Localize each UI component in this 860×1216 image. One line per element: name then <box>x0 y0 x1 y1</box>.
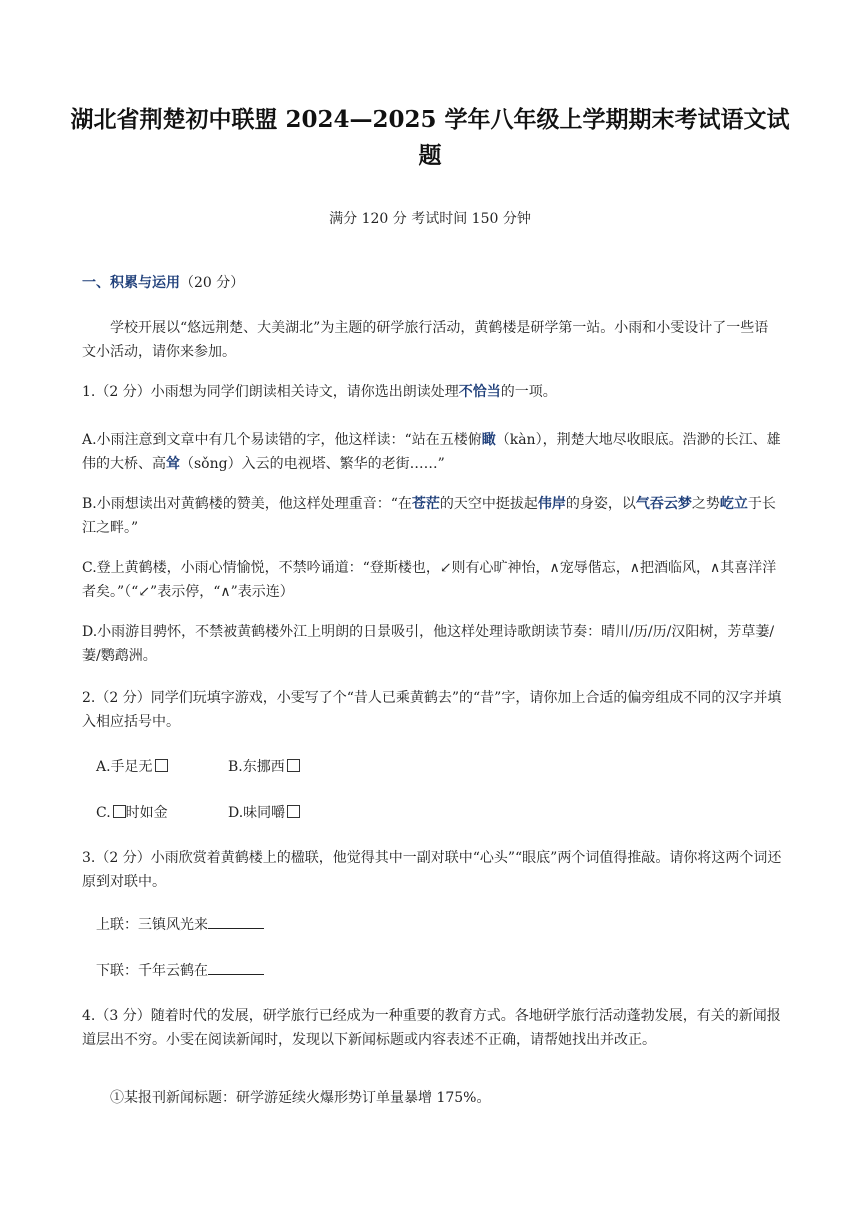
question-2-stem: 2.（2 分）同学们玩填字游戏，小雯写了个“昔人已乘黄鹤去”的“昔”字，请你加上合适的偏旁组成不同的汉字并填入相应括号中。 <box>82 690 782 730</box>
q1a-text2: （kàn），荆楚大地尽收眼底。浩渺的长江、雄伟的大桥、高 <box>82 432 781 472</box>
section-title: 一、积累与运用 <box>82 275 180 291</box>
q2-option-b-wrap <box>228 756 300 776</box>
q1-stem-end: 的一项。 <box>500 384 557 400</box>
q2-row-2 <box>96 802 286 822</box>
section-score: （20 分） <box>180 275 245 291</box>
q1b-text4: 之势 <box>691 496 720 512</box>
q1b-word2: 伟岸 <box>537 496 566 512</box>
q1b-text3: 的身姿，以 <box>565 496 636 512</box>
couplet-upper <box>96 914 264 934</box>
q2-option-d: D.味同嚼 <box>228 805 286 821</box>
q4-item-1: ①某报刊新闻标题：研学游延续火爆形势订单量暴增 175%。 <box>110 1090 491 1106</box>
q2-option-c: C. <box>96 805 111 821</box>
q1b-text5: 于长江之畔。” <box>82 496 776 536</box>
page-title: 湖北省荆楚初中联盟 2024—2025 学年八年级上学期期末考试语文试题 <box>70 106 790 169</box>
q1-option-b <box>82 492 782 540</box>
q1b-text2: 的天空中挺拔起 <box>439 496 538 512</box>
q2-option-d-wrap <box>228 802 300 822</box>
question-3-stem: 3.（2 分）小雨欣赏着黄鹤楼上的楹联，他觉得其中一副对联中“心头”“眼底”两个词值得推敲。请你将这两个词还原到对联中。 <box>82 850 782 890</box>
answer-blank[interactable] <box>208 914 264 929</box>
q1a-word2: 耸 <box>166 456 180 472</box>
couplet-lower-text: 下联：千年云鹤在 <box>96 963 208 979</box>
question-1-stem <box>82 380 782 404</box>
q1-emphasis: 不恰当 <box>458 384 501 400</box>
blank-box[interactable] <box>113 805 126 818</box>
q2-option-a: A.手足无 <box>96 759 153 775</box>
q1b-word1: 苍茫 <box>411 496 440 512</box>
q1-option-d: D.小雨游目骋怀，不禁被黄鹤楼外江上明朗的日景吸引，他这样处理诗歌朗读节奏：晴川/历/历/汉阳树，芳草萋/萋/鹦鹉洲。 <box>82 624 775 664</box>
q2-option-c-tail: 时如金 <box>125 805 168 821</box>
section-heading <box>82 272 244 292</box>
q1b-word3: 气吞云梦 <box>635 496 692 512</box>
q1-stem-text: 1.（2 分）小雨想为同学们朗读相关诗文，请你选出朗读处理 <box>82 384 459 400</box>
q1b-word4: 屹立 <box>719 496 748 512</box>
q1a-word1: 瞰 <box>481 432 496 448</box>
blank-box[interactable] <box>287 805 300 818</box>
q1-option-c: C.登上黄鹤楼，小雨心情愉悦，不禁吟诵道：“登斯楼也，↙则有心旷神怡，∧宠辱偕忘，∧把酒临风，∧其喜洋洋者矣。”（“↙”表示停，“∧”表示连） <box>82 560 777 600</box>
answer-blank[interactable] <box>208 960 264 975</box>
couplet-lower <box>96 960 264 980</box>
q1b-text: B.小雨想读出对黄鹤楼的赞美，他这样处理重音：“在 <box>82 496 412 512</box>
exam-info: 满分 120 分 考试时间 150 分钟 <box>329 211 531 227</box>
q1a-text3: （sǒng）入云的电视塔、繁华的老街……” <box>180 456 445 472</box>
blank-box[interactable] <box>155 759 168 772</box>
q1a-text: A.小雨注意到文章中有几个易读错的字，他这样读：“站在五楼俯 <box>82 432 482 448</box>
q1-option-a <box>82 428 782 476</box>
blank-box[interactable] <box>287 759 300 772</box>
couplet-upper-text: 上联：三镇风光来 <box>96 917 208 933</box>
question-4-stem: 4.（3 分）随着时代的发展，研学旅行已经成为一种重要的教育方式。各地研学旅行活动蓬勃发展，有关的新闻报道层出不穷。小雯在阅读新闻时，发现以下新闻标题或内容表述不正确，请帮她找出并改正。 <box>82 1008 781 1048</box>
q2-option-b: B.东挪西 <box>228 759 285 775</box>
intro-paragraph: 学校开展以“悠远荆楚、大美湖北”为主题的研学旅行活动，黄鹤楼是研学第一站。小雨和小雯设计了一些语文小活动，请你来参加。 <box>82 320 769 360</box>
q2-row-1 <box>96 756 285 776</box>
